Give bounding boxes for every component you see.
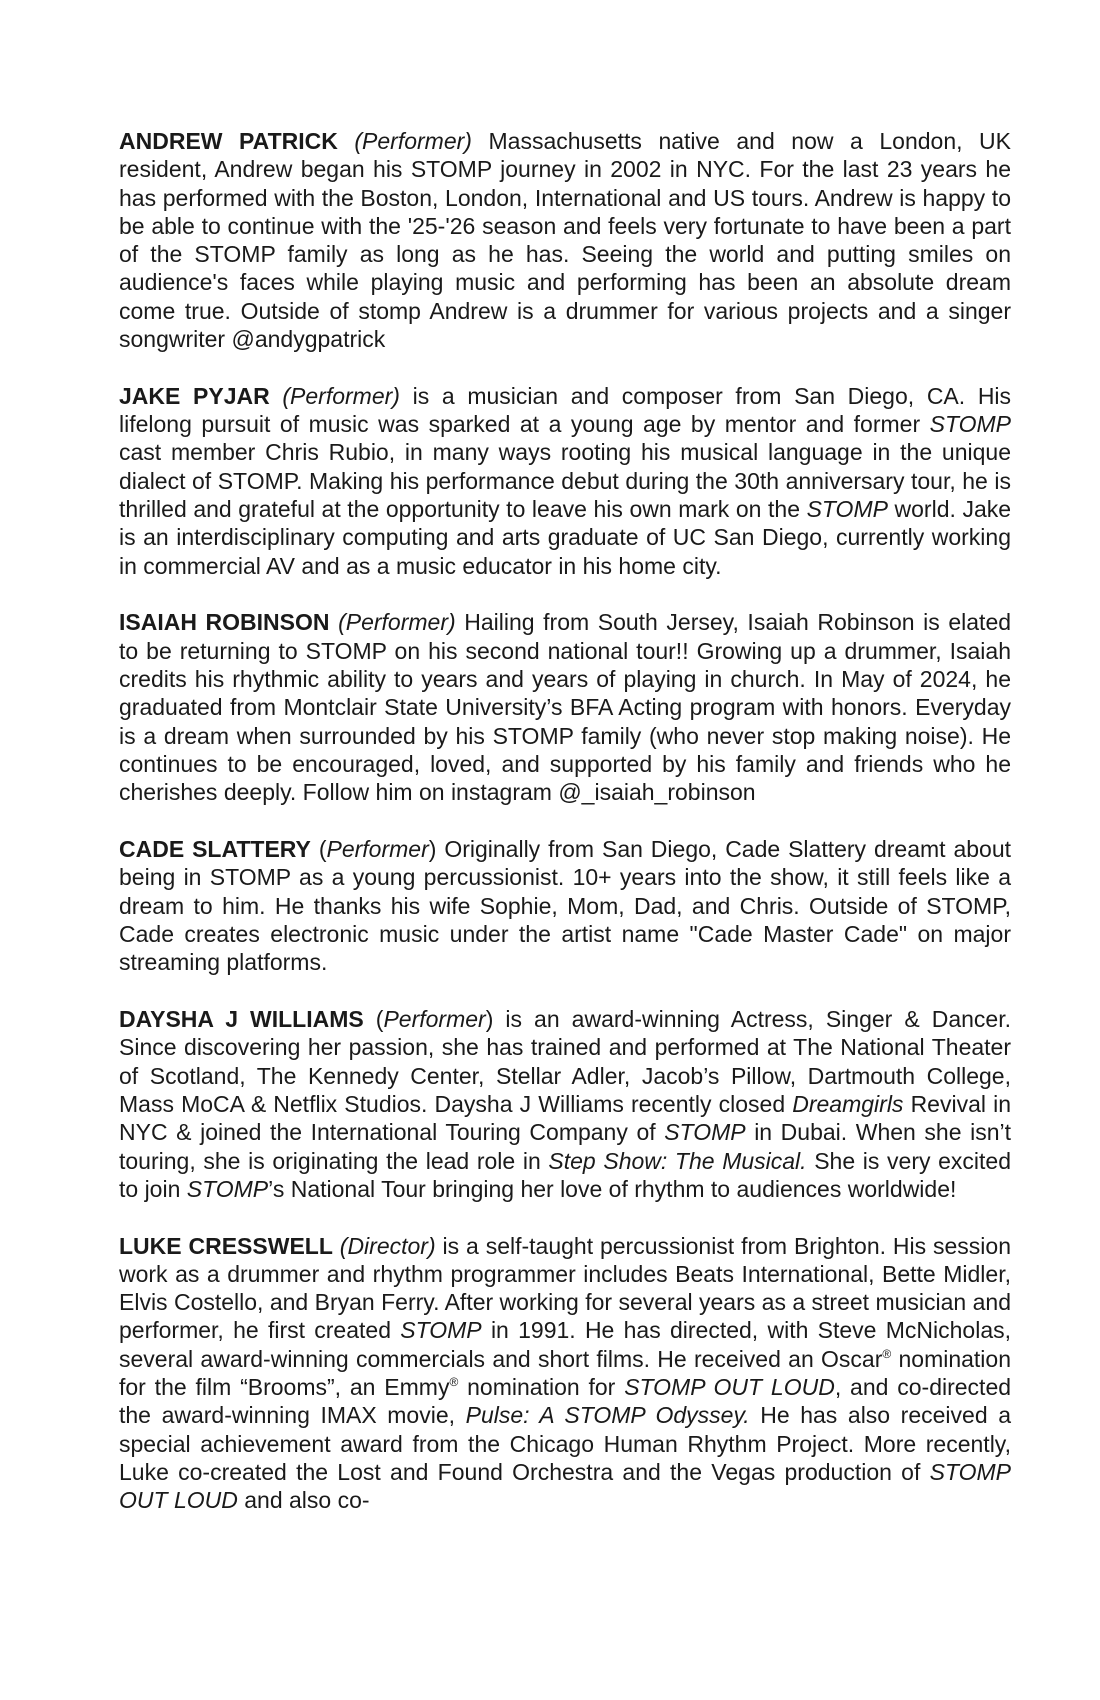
bio-italic-title: Step Show: The Musical. xyxy=(548,1147,807,1174)
registered-mark: ® xyxy=(449,1375,459,1390)
bio-italic-title: STOMP OUT LOUD xyxy=(624,1374,835,1401)
bio-role: Performer xyxy=(383,1006,486,1033)
bios-column xyxy=(119,127,1011,1515)
bio-role: (Performer) xyxy=(354,128,472,154)
bio-isaiah-robinson xyxy=(119,608,1011,806)
bio-andrew-patrick xyxy=(119,127,1011,353)
bio-role-paren-open: ( xyxy=(375,1006,384,1033)
bio-role-paren-close: ) xyxy=(485,1006,494,1033)
bio-italic-title: STOMP OUT LOUD xyxy=(119,1458,1011,1514)
bio-italic-title: STOMP xyxy=(400,1317,482,1344)
bio-role: (Director) xyxy=(339,1232,436,1259)
bio-text: is a musician and composer from San Diego, CA. His lifelong pursuit of music was sparked at a young age by mentor and former xyxy=(119,382,1012,438)
bio-role: Performer xyxy=(326,836,429,863)
bio-name: ANDREW PATRICK xyxy=(119,128,338,154)
bio-text: Revival in NYC & joined the International Touring Company of xyxy=(119,1090,1011,1146)
bio-text: He has also received a special achievement award from the Chicago Human Rhythm Project. More recently, Luke co-created the Lost and Found Orchestra and the Vegas production of xyxy=(119,1402,1012,1485)
bio-text: ’s National Tour bringing her love of rhythm to audiences worldwide! xyxy=(268,1175,957,1202)
bio-cade-slattery xyxy=(119,835,1011,976)
bio-daysha-j-williams xyxy=(119,1005,1011,1203)
bio-text: world. Jake is an interdisciplinary computing and arts graduate of UC San Diego, currently working in commercial AV and as a music educator in his home city. xyxy=(119,496,1012,579)
bio-text: is a self-taught percussionist from Brighton. His session work as a drummer and rhythm programmer includes Beats International, Bette Midler, Elvis Costello, and Bryan Ferry. After working for several years as a street musician and performer, he first created xyxy=(119,1232,1011,1344)
bio-italic-title: STOMP xyxy=(806,496,888,523)
bio-role-paren-close: ) xyxy=(428,836,437,863)
bio-italic-title: STOMP xyxy=(664,1119,746,1146)
bio-name: LUKE CRESSWELL xyxy=(119,1232,333,1259)
bio-luke-cresswell xyxy=(119,1232,1011,1515)
bio-text: is an award-winning Actress, Singer & Dancer. Since discovering her passion, she has trained and performed at The National Theater of Scotland, The Kennedy Center, Stellar Adler, Jacob’s Pillow, Dartmouth College, Mass MoCA & Netflix Studios. Daysha J Williams recently closed xyxy=(119,1006,1012,1117)
bio-italic-title: STOMP xyxy=(186,1175,269,1202)
bio-italic-title: STOMP xyxy=(929,411,1012,438)
bio-name: JAKE PYJAR xyxy=(119,382,270,409)
bio-text: in 1991. He has directed, with Steve McNicholas, several award-winning commercials and short films. He received an Oscar xyxy=(119,1317,1012,1372)
bio-text: in Dubai. When she isn’t touring, she is originating the lead role in xyxy=(119,1119,1012,1174)
registered-mark: ® xyxy=(882,1346,892,1361)
bio-jake-pyjar xyxy=(119,382,1011,580)
bio-text: Originally from San Diego, Cade Slattery dreamt about being in STOMP as a young percussionist. 10+ years into the show, it still feels like a dream to him. He thanks his wife Sophie, Mom, Dad, and Chris. Outside of STOMP, Cade creates electronic music under the artist name "Cade Master Cade" on major streaming platforms. xyxy=(119,836,1011,976)
bio-text: She is very excited to join xyxy=(119,1147,1012,1202)
bio-role: (Performer) xyxy=(282,382,400,409)
bio-text: , and co-directed the award-winning IMAX movie, xyxy=(119,1374,1012,1429)
bio-role: (Performer) xyxy=(338,609,456,636)
bio-text: nomination for the film “Brooms”, an Emmy xyxy=(119,1345,1012,1401)
bio-name: ISAIAH ROBINSON xyxy=(119,609,330,636)
bio-text: cast member Chris Rubio, in many ways rooting his musical language in the unique dialect of STOMP. Making his performance debut during the 30th anniversary tour, he is thrilled and grateful at the opportunity to leave his own mark on the xyxy=(119,439,1011,523)
bio-text: Massachusetts native and now a London, UK resident, Andrew began his STOMP journey in 2002 in NYC. For the last 23 years he has performed with the Boston, London, International and US tours. Andrew is happy to be able to continue with the '25-'26 season and feels very fortunate to have been a part of the STOMP family as long as he has. Seeing the world and putting smiles on audience's faces while playing music and performing has been an absolute dream come true. Outside of stomp Andrew is a drummer for various projects and a singer songwriter @andygpatrick xyxy=(119,128,1011,353)
bio-text: and also co- xyxy=(244,1487,370,1514)
bio-role-paren-open: ( xyxy=(318,836,327,863)
bio-name: CADE SLATTERY xyxy=(119,836,311,863)
bio-name: DAYSHA J WILLIAMS xyxy=(119,1006,364,1033)
bio-italic-title: Dreamgirls xyxy=(792,1090,904,1117)
bio-italic-title: Pulse: A STOMP Odyssey. xyxy=(465,1402,750,1429)
bio-text: nomination for xyxy=(467,1374,616,1401)
bio-text: Hailing from South Jersey, Isaiah Robinson is elated to be returning to STOMP on his second national tour!! Growing up a drummer, Isaiah credits his rhythmic ability to years and years of playing in church. In May of 2024, he graduated from Montclair State University’s BFA Acting program with honors. Everyday is a dream when surrounded by his STOMP family (who never stop making noise). He continues to be encouraged, loved, and supported by his family and friends who he cherishes deeply. Follow him on instagram @_isaiah_robinson xyxy=(119,609,1012,806)
